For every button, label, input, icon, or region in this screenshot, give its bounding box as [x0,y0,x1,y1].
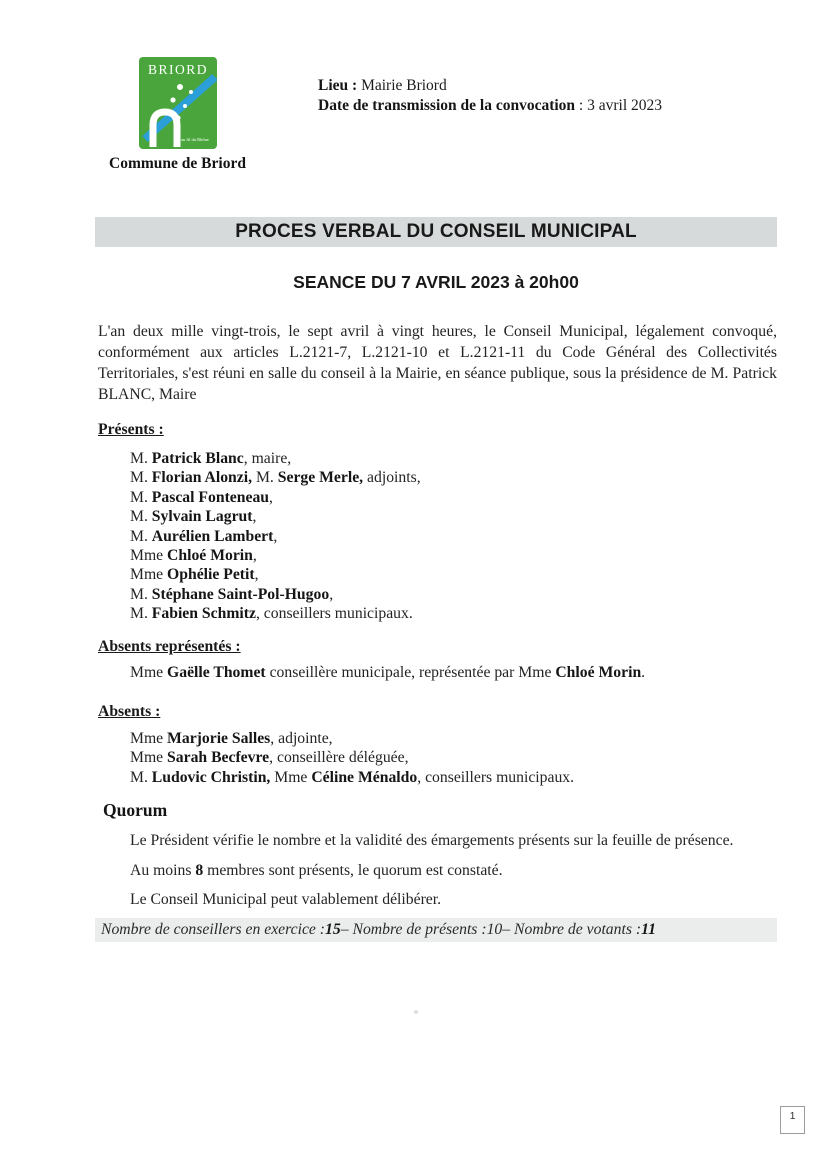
text: Le Président vérifie le nombre et la validité des émargements présents sur la feuille de présence. [130,832,734,849]
meta-transmission-value: : 3 avril 2023 [578,96,663,114]
text: Au moins [130,861,196,879]
list-line [130,729,574,748]
logo-wordmark: BRIORD [147,62,208,77]
bold-text: 11 [641,921,656,938]
bold-text: Chloé Morin [555,664,642,681]
text: – Nombre de votants : [502,921,642,938]
text: , [329,585,334,603]
meta-transmission [318,96,662,116]
list-line [130,861,733,881]
absents-heading: Absents : [98,703,161,720]
text: M. [130,768,152,786]
text: M. [130,585,152,603]
list-line [130,449,421,468]
text: adjoints, [363,469,421,487]
list-line [130,585,421,604]
quorum-paragraphs [130,831,733,920]
bold-text: Gaëlle Thomet [167,664,266,681]
meta-location [318,76,662,96]
list-line [130,546,421,565]
list-line [130,748,574,767]
page-number: 1 [789,1110,796,1122]
text: – Nombre de présents : [340,921,487,938]
text: Mme [130,664,168,681]
text: , [269,488,273,506]
text: Le Conseil Municipal peut valablement délibérer. [130,891,442,908]
presents-heading: Présents : [98,421,164,438]
text: conseillère municipale, représentée par Mme [265,664,556,681]
bold-text: Aurélien Lambert [151,527,274,545]
list-line [130,663,645,682]
logo-small-text: au fil du Rhône [180,137,209,142]
briord-logo-icon [139,57,217,149]
text: M. [130,527,152,545]
list-line [130,507,421,526]
list-line [130,604,421,623]
absents-representes-heading: Absents représentés : [98,638,241,655]
text: , conseillère déléguée, [269,749,409,767]
bold-text: Florian Alonzi, [151,469,253,487]
list-line [130,527,421,546]
text: M. [252,469,278,487]
bold-text: Serge Merle, [277,469,364,487]
list-line [130,890,733,910]
commune-caption: Commune de Briord [109,155,246,172]
text: M. [130,469,152,487]
list-line [130,488,421,507]
bold-text: Fabien Schmitz [151,605,256,623]
text: 10 [486,921,503,938]
text: Mme [130,547,168,565]
text: Mme [130,749,168,767]
meta-location-value: Mairie Briord [361,77,447,94]
session-title: SEANCE DU 7 AVRIL 2023 à 20h00 [293,272,579,292]
text: . [641,664,646,681]
bold-text: 8 [195,861,204,879]
page-number-box [780,1106,805,1134]
text: M. [130,605,152,623]
text: membres sont présents, le quorum est constaté. [203,861,503,879]
document-title-banner: PROCES VERBAL DU CONSEIL MUNICIPAL [95,217,777,247]
meta-transmission-label: Date de transmission de la convocation [318,96,576,114]
list-line [130,768,574,787]
text: , [252,547,257,565]
text: Mme [130,566,168,584]
bold-text: Patrick Blanc [151,450,244,467]
text: , [254,566,259,584]
text: , [252,508,257,526]
text: , conseillers municipaux. [417,768,575,786]
intro-paragraph: L'an deux mille vingt-trois, le sept avril à vingt heures, le Conseil Municipal, légalement convoqué, conformément aux articles L.2121-7, L.2121-10 et L.2121-11 du Code Général des Collectivités Territoriales, s'est réuni en salle du conseil à la Mairie, en séance publique, sous la présidence de M. Patrick BLANC, Maire [98,323,777,403]
scan-artifact-speck [414,1010,418,1014]
text: Nombre de conseillers en exercice : [101,921,326,938]
commune-logo-block [100,57,255,173]
bold-text: Sarah Becfevre [167,749,270,767]
text: M. [130,488,152,506]
text: , maire, [243,450,292,467]
bold-text: Chloé Morin [167,547,253,565]
absents-representes-list [130,663,645,682]
bold-text: Sylvain Lagrut [151,508,253,526]
text: Mme [130,730,168,747]
list-line [130,565,421,584]
text: , conseillers municipaux. [255,605,413,623]
presents-list [130,449,421,624]
list-line [130,831,733,851]
meta-location-label: Lieu : [318,77,358,94]
list-line [130,468,421,487]
bold-text: Ophélie Petit [167,566,255,584]
meeting-meta [318,76,662,115]
text: , adjointe, [270,730,333,747]
bold-text: Ludovic Christin, [151,768,271,786]
text: M. [130,508,152,526]
text: Mme [270,768,312,786]
text: M. [130,450,152,467]
quorum-heading: Quorum [103,800,168,820]
bold-text: Pascal Fonteneau [151,488,270,506]
counts-summary-line [95,918,777,942]
text: , [273,527,278,545]
bold-text: Stéphane Saint-Pol-Hugoo [151,585,330,603]
bold-text: Marjorie Salles [167,730,271,747]
bold-text: Céline Ménaldo [311,768,418,786]
absents-list [130,729,574,787]
bold-text: 15 [325,921,341,938]
